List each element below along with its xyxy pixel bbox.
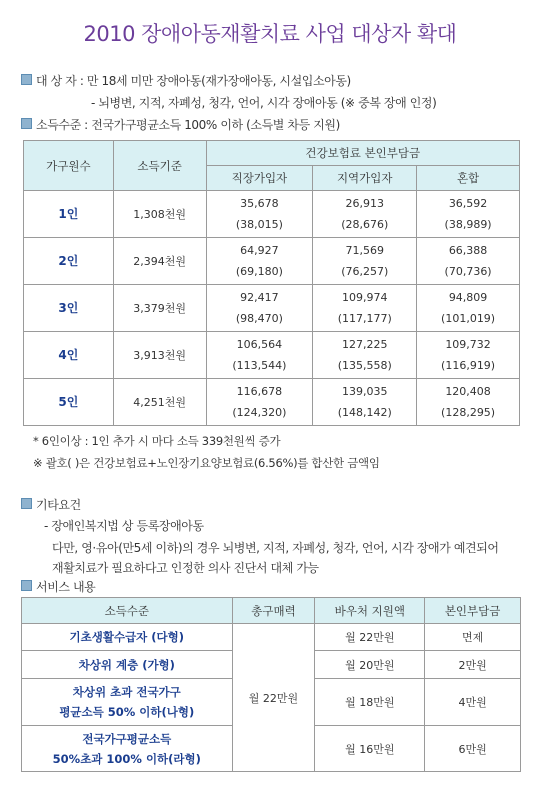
- household-cell: 1인: [24, 191, 114, 238]
- other-line-3: 재활치료가 필요하다고 인정한 의사 진단서 대체 가능: [52, 561, 319, 575]
- table-row: [24, 285, 520, 332]
- employee-cell: [206, 238, 313, 285]
- service-heading: [21, 578, 95, 595]
- regional-cell: [313, 238, 417, 285]
- income-level-cell: [22, 726, 233, 772]
- value-sub: (128,295): [441, 406, 496, 419]
- page-title: 2010 장애아동재활치료 사업 대상자 확대: [83, 22, 457, 46]
- copay-cell: 6만원: [425, 726, 521, 772]
- mixed-cell: [417, 238, 520, 285]
- value-sub: (70,736): [444, 265, 492, 278]
- value-sub: (38,989): [444, 218, 492, 231]
- income-cell: 3,379천원: [113, 285, 206, 332]
- mixed-cell: [417, 332, 520, 379]
- income-cell: 3,913천원: [113, 332, 206, 379]
- value-sub: (28,676): [341, 218, 389, 231]
- other-heading: [21, 496, 81, 513]
- header-total: 총구매력: [232, 598, 315, 624]
- household-cell: 5인: [24, 379, 114, 426]
- value: 92,417: [240, 291, 279, 304]
- table-row: [24, 238, 520, 285]
- household-cell: 2인: [24, 238, 114, 285]
- value: 36,592: [448, 197, 488, 210]
- value-sub: (148,142): [337, 406, 392, 419]
- employee-cell: [206, 191, 313, 238]
- value-sub: (116,919): [441, 359, 496, 372]
- other-line-2: 다만, 영·유아(만5세 이하)의 경우 뇌병변, 지적, 자폐성, 청각, 언어, 시각 장애가 예견되어: [52, 541, 499, 555]
- income-premium-table: [23, 140, 520, 426]
- mixed-cell: [417, 285, 520, 332]
- bullet-icon: [21, 118, 32, 129]
- level-line-2: 평균소득 50% 이하(나형): [59, 705, 195, 719]
- total-cell: 월 22만원: [232, 624, 315, 772]
- target-line: [21, 72, 351, 89]
- mixed-cell: [417, 379, 520, 426]
- regional-cell: [313, 191, 417, 238]
- header-voucher: 바우처 지원액: [315, 598, 425, 624]
- household-cell: 4인: [24, 332, 114, 379]
- employee-cell: [206, 379, 313, 426]
- income-level-cell: 기초생활수급자 (다형): [22, 624, 233, 651]
- bullet-icon: [21, 74, 32, 85]
- copay-cell: 2만원: [425, 651, 521, 679]
- income-cell: 4,251천원: [113, 379, 206, 426]
- value: 109,732: [445, 338, 491, 351]
- value-sub: (76,257): [341, 265, 389, 278]
- mixed-cell: [417, 191, 520, 238]
- note-parentheses: ※ 괄호( )은 건강보험료+노인장기요양보험료(6.56%)를 합산한 금액임: [33, 456, 380, 470]
- header-copay: 본인부담금: [425, 598, 521, 624]
- voucher-cell: 월 20만원: [315, 651, 425, 679]
- value-sub: (38,015): [235, 218, 283, 231]
- income-line: [21, 116, 340, 133]
- value-sub: (117,177): [337, 312, 392, 325]
- value-sub: (98,470): [235, 312, 283, 325]
- service-table: [21, 597, 521, 772]
- header-income: 소득기준: [113, 141, 206, 191]
- header-premium: 건강보험료 본인부담금: [206, 141, 520, 166]
- regional-cell: [313, 285, 417, 332]
- value: 94,809: [448, 291, 488, 304]
- level-line-1: 전국가구평균소득: [82, 731, 172, 746]
- table-row: [24, 379, 520, 426]
- other-label: 기타요건: [36, 498, 81, 512]
- value: 139,035: [341, 385, 388, 398]
- income-label: 소득수준 :: [36, 118, 88, 132]
- value: 127,225: [341, 338, 388, 351]
- table-row: [22, 624, 521, 651]
- bullet-icon: [21, 580, 32, 591]
- income-text: 전국가구평균소득 100% 이하 (소득별 차등 지원): [91, 118, 340, 132]
- income-cell: 2,394천원: [113, 238, 206, 285]
- header-household: 가구원수: [24, 141, 114, 191]
- voucher-cell: 월 16만원: [315, 726, 425, 772]
- employee-cell: [206, 332, 313, 379]
- note-extra-members: * 6인이상 : 1인 추가 시 마다 소득 339천원씩 증가: [33, 434, 281, 448]
- household-cell: 3인: [24, 285, 114, 332]
- value: 109,974: [341, 291, 388, 304]
- income-cell: 1,308천원: [113, 191, 206, 238]
- employee-cell: [206, 285, 313, 332]
- value: 120,408: [445, 385, 491, 398]
- target-types: - 뇌병변, 지적, 자폐성, 청각, 언어, 시각 장애아동 (※ 중복 장애 인정): [91, 96, 437, 110]
- target-label: 대 상 자 :: [36, 74, 84, 88]
- voucher-cell: 월 22만원: [315, 624, 425, 651]
- value-sub: (135,558): [337, 359, 392, 372]
- level-line-2: 50%초과 100% 이하(라형): [52, 751, 201, 766]
- header-income-level: 소득수준: [22, 598, 233, 624]
- table-row: [24, 191, 520, 238]
- copay-cell: 4만원: [425, 679, 521, 726]
- income-level-cell: 차상위 계층 (가형): [22, 651, 233, 679]
- value: 64,927: [240, 244, 279, 257]
- service-label: 서비스 내용: [36, 580, 96, 594]
- table-row: [24, 332, 520, 379]
- header-employee: 직장가입자: [206, 166, 313, 191]
- regional-cell: [313, 379, 417, 426]
- value-sub: (124,320): [232, 406, 287, 419]
- header-regional: 지역가입자: [313, 166, 417, 191]
- value: 106,564: [236, 338, 283, 351]
- regional-cell: [313, 332, 417, 379]
- value: 35,678: [240, 197, 279, 210]
- value-sub: (69,180): [235, 265, 283, 278]
- value: 66,388: [448, 244, 488, 257]
- bullet-icon: [21, 498, 32, 509]
- target-text: 만 18세 미만 장애아동(재가장애아동, 시설입소아동): [86, 74, 351, 88]
- copay-cell: 면제: [425, 624, 521, 651]
- income-level-cell: [22, 679, 233, 726]
- value: 71,569: [345, 244, 384, 257]
- level-line-1: 차상위 초과 전국가구: [72, 685, 181, 699]
- value: 116,678: [236, 385, 283, 398]
- value-sub: (101,019): [441, 312, 496, 325]
- voucher-cell: 월 18만원: [315, 679, 425, 726]
- other-line-1: - 장애인복지법 상 등록장애아동: [44, 519, 204, 533]
- value: 26,913: [345, 197, 384, 210]
- header-mixed: 혼합: [417, 166, 520, 191]
- value-sub: (113,544): [232, 359, 287, 372]
